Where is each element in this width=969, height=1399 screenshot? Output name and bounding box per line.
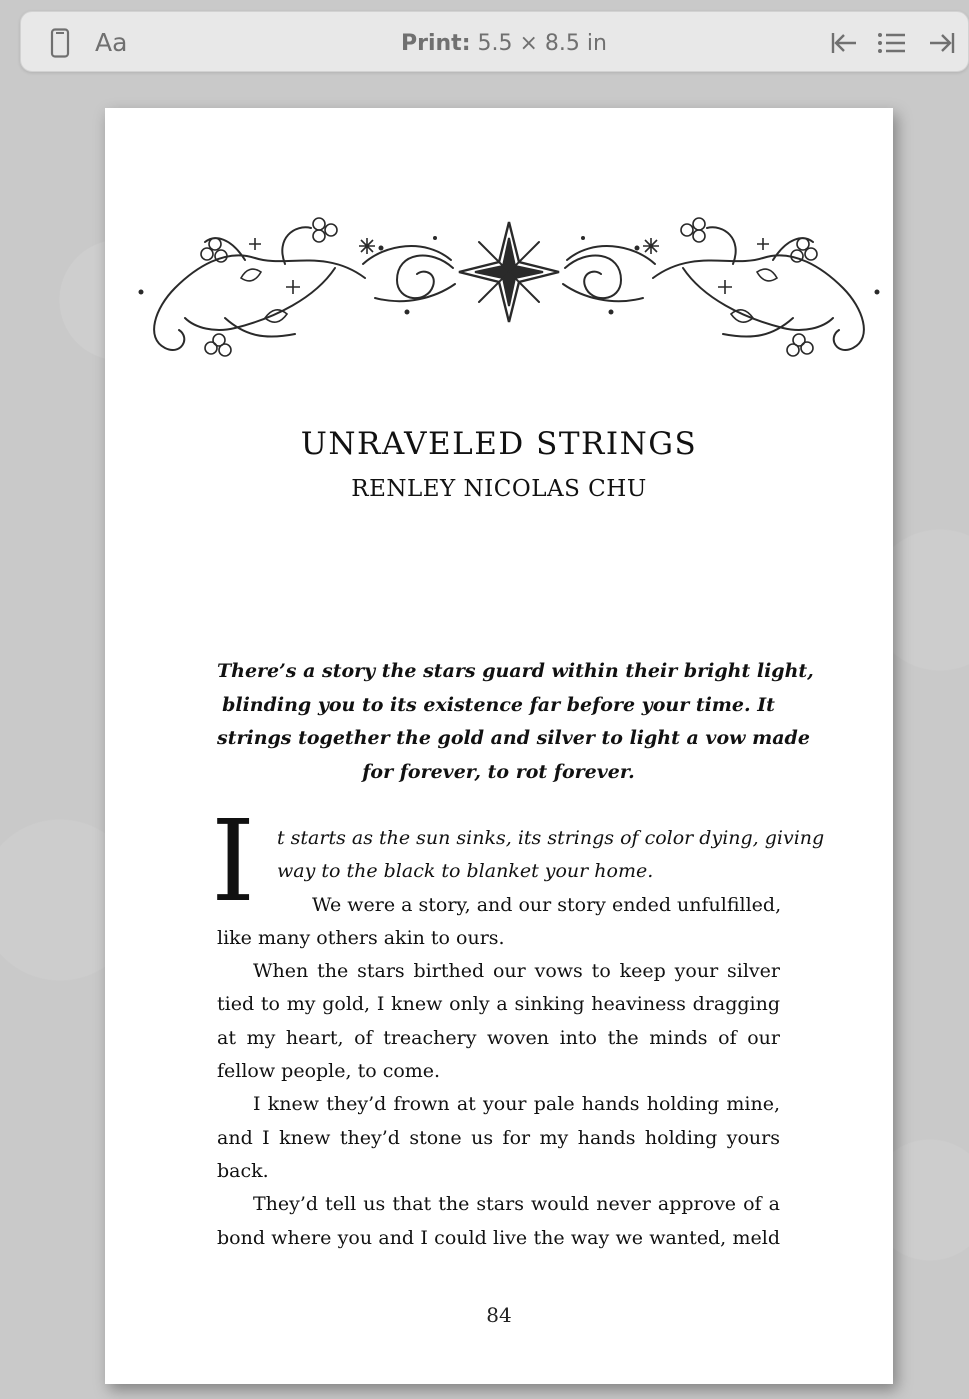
body-line: back. — [217, 1159, 269, 1182]
floral-star-ornament-icon — [135, 208, 883, 368]
chapter-author: RENLEY NICOLAS CHU — [351, 476, 647, 502]
body-line: way to the black to blanket your home. — [277, 860, 654, 883]
body-line: fellow people, to come. — [217, 1060, 441, 1083]
font-settings-button[interactable]: Aa — [95, 27, 128, 57]
body-line: I knew they’d frown at your pale hands holding mine, — [253, 1093, 780, 1116]
reader-toolbar — [20, 11, 969, 72]
body-line: at my heart, of treachery woven into the minds of our — [217, 1026, 780, 1049]
body-line: When the stars birthed our vows to keep your silver — [253, 960, 780, 983]
body-line: tied to my gold, I knew only a sinking heaviness dragging — [217, 993, 780, 1016]
book-page[interactable] — [105, 108, 893, 1384]
page-number: 84 — [486, 1303, 512, 1327]
body-line: and I knew they’d stone us for my hands holding yours — [217, 1126, 780, 1149]
epigraph-line: strings together the gold and silver to light a vow made — [217, 727, 810, 749]
body-line: We were a story, and our story ended unfulfilled, — [312, 893, 782, 916]
body-line: t starts as the sun sinks, its strings of color dying, giving — [277, 827, 825, 849]
epigraph — [217, 655, 814, 789]
list-icon[interactable] — [877, 28, 907, 58]
epigraph-line: for forever, to rot forever. — [362, 760, 635, 783]
phone-icon[interactable] — [47, 28, 73, 58]
epigraph-line: There’s a story the stars guard within their bright light, — [217, 660, 814, 682]
print-size-label[interactable] — [401, 29, 607, 59]
body-line: bond where you and I could live the way we wanted, meld — [217, 1226, 780, 1249]
body-line: They’d tell us that the stars would never approve of a — [253, 1193, 780, 1216]
epigraph-line: blinding you to its existence far before your time. It — [222, 693, 775, 716]
print-label-bold: Print: — [401, 31, 471, 56]
arrow-to-start-icon[interactable] — [829, 28, 859, 58]
drop-cap: I — [211, 797, 256, 927]
arrow-to-end-icon[interactable] — [927, 28, 957, 58]
chapter-title: UNRAVELED STRINGS — [300, 426, 698, 462]
body-line: like many others akin to ours. — [217, 926, 505, 949]
chapter-body — [217, 822, 825, 1255]
print-size-value: 5.5 × 8.5 in — [477, 31, 607, 56]
